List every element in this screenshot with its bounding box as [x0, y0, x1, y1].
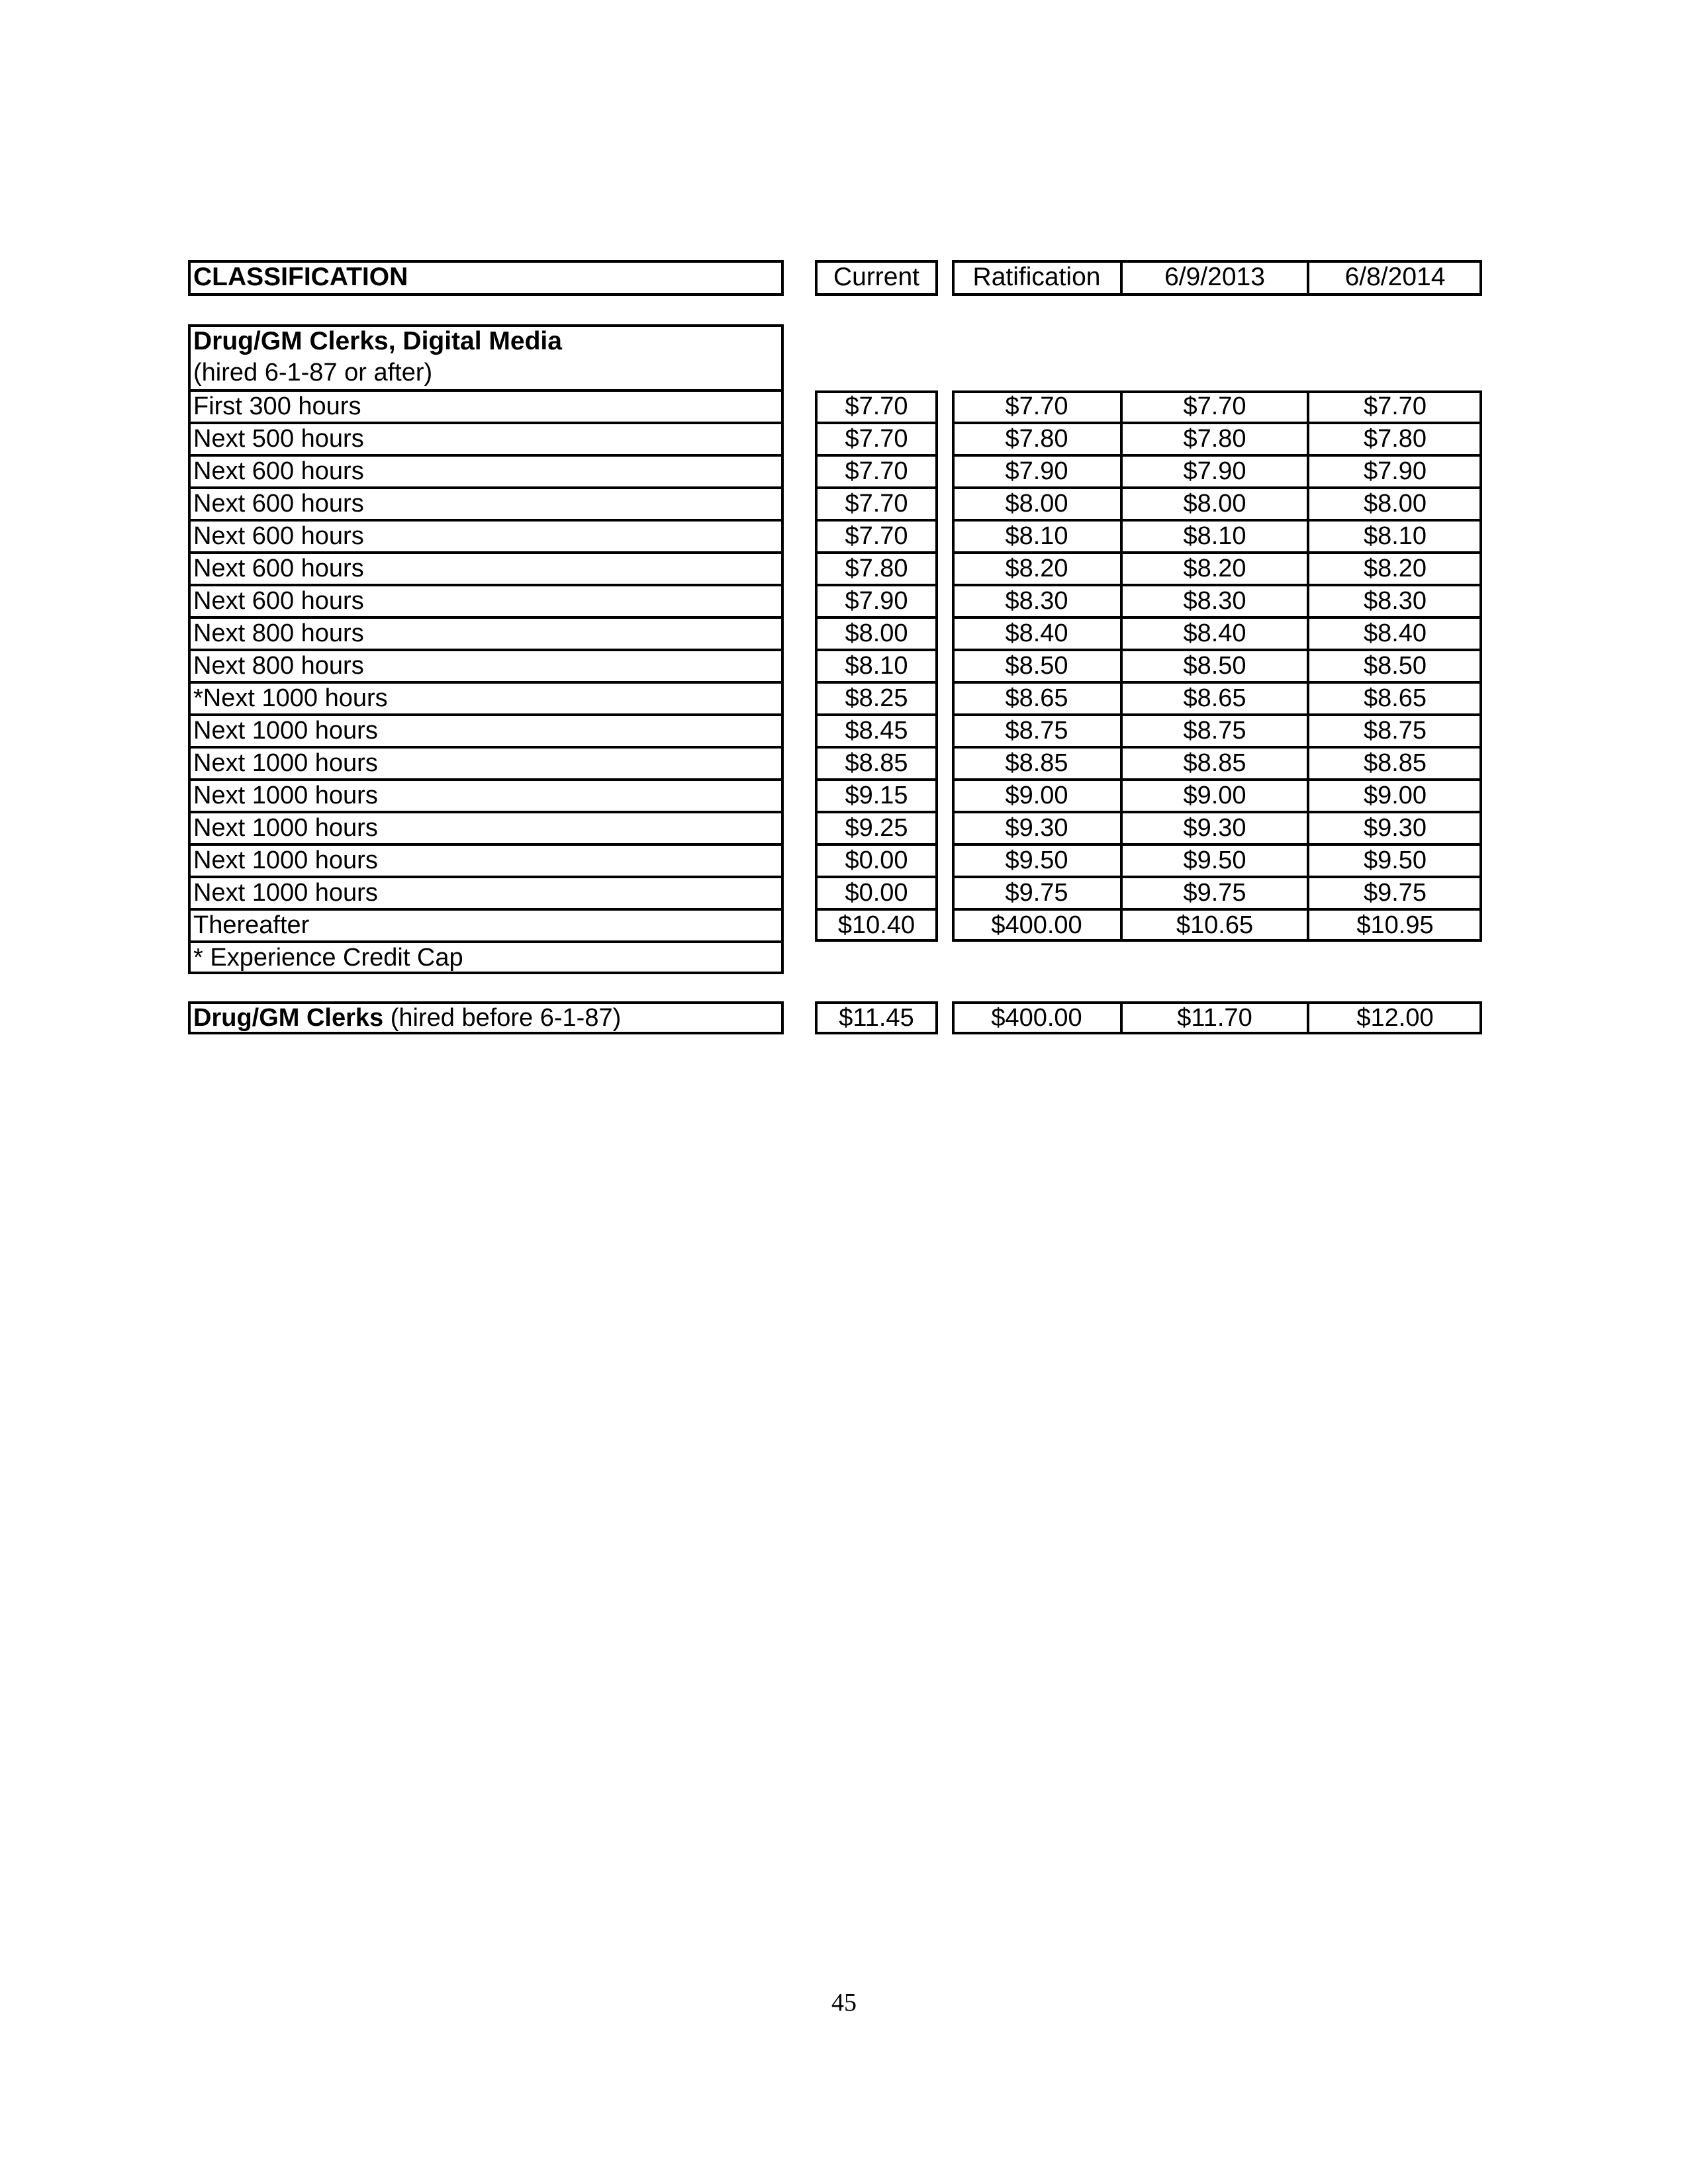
pre-1987-rate-2014: $12.00	[1356, 1004, 1434, 1032]
rate-2013: $8.20	[1183, 555, 1246, 582]
digital-media-subtitle: (hired 6-1-87 or after)	[193, 359, 433, 387]
hours-step-label: Next 600 hours	[193, 555, 364, 582]
rate-2014: $9.00	[1363, 782, 1427, 809]
pre-1987-subtitle: (hired before 6-1-87)	[383, 1004, 622, 1032]
ratification-header: Ratification	[972, 263, 1101, 291]
classification-header: CLASSIFICATION	[193, 263, 408, 291]
current-rate: $9.25	[845, 814, 908, 842]
hours-step-label: Next 1000 hours	[193, 814, 378, 842]
rate-2013: $8.10	[1183, 522, 1246, 550]
pre-1987-title: Drug/GM Clerks	[193, 1004, 384, 1032]
current-rate: $7.90	[845, 587, 908, 615]
hours-step-label: Next 800 hours	[193, 652, 364, 680]
hours-step-label: Next 600 hours	[193, 587, 364, 615]
ratification-rate: $8.65	[1005, 684, 1068, 712]
ratification-rate: $8.40	[1005, 619, 1068, 647]
rate-2014: $8.30	[1363, 587, 1427, 615]
experience-credit-footnote: * Experience Credit Cap	[193, 944, 463, 972]
rate-2014: $10.95	[1356, 911, 1434, 939]
ratification-rate: $8.30	[1005, 587, 1068, 615]
ratification-rate: $9.00	[1005, 782, 1068, 809]
rate-2014: $8.10	[1363, 522, 1427, 550]
current-rate: $0.00	[845, 846, 908, 874]
hours-step-label: Next 600 hours	[193, 457, 364, 485]
current-rate: $9.15	[845, 782, 908, 809]
ratification-rate: $7.80	[1005, 425, 1068, 453]
current-rate: $8.10	[845, 652, 908, 680]
hours-step-label: Next 1000 hours	[193, 749, 378, 777]
rate-2013: $8.65	[1183, 684, 1246, 712]
hours-step-label: Next 600 hours	[193, 522, 364, 550]
rate-2014: $7.90	[1363, 457, 1427, 485]
rate-2013: $8.30	[1183, 587, 1246, 615]
current-header: Current	[833, 263, 920, 291]
rate-2013: $7.90	[1183, 457, 1246, 485]
rate-2013: $9.50	[1183, 846, 1246, 874]
current-rate: $7.70	[845, 392, 908, 420]
current-rate: $8.00	[845, 619, 908, 647]
hours-step-label: Next 1000 hours	[193, 782, 378, 809]
ratification-rate: $9.75	[1005, 879, 1068, 907]
rate-2013: $9.00	[1183, 782, 1246, 809]
ratification-rate: $8.85	[1005, 749, 1068, 777]
digital-media-title: Drug/GM Clerks, Digital Media	[193, 327, 562, 355]
ratification-rate: $9.50	[1005, 846, 1068, 874]
date-2013-header: 6/9/2013	[1164, 263, 1265, 291]
current-rate: $7.80	[845, 555, 908, 582]
hours-step-label: Next 800 hours	[193, 619, 364, 647]
current-rate: $0.00	[845, 879, 908, 907]
hours-step-label: Next 1000 hours	[193, 879, 378, 907]
ratification-rate: $9.30	[1005, 814, 1068, 842]
page-number: 45	[831, 1989, 857, 2017]
current-rate: $8.25	[845, 684, 908, 712]
rate-2013: $8.00	[1183, 490, 1246, 518]
hours-step-label: Next 1000 hours	[193, 717, 378, 745]
hours-step-label: Thereafter	[193, 911, 310, 939]
rate-2013: $8.40	[1183, 619, 1246, 647]
hours-step-label: Next 500 hours	[193, 425, 364, 453]
ratification-rate: $8.20	[1005, 555, 1068, 582]
ratification-rate: $7.70	[1005, 392, 1068, 420]
rate-2014: $8.00	[1363, 490, 1427, 518]
current-rate: $8.45	[845, 717, 908, 745]
ratification-rate: $8.00	[1005, 490, 1068, 518]
ratification-rate: $8.50	[1005, 652, 1068, 680]
pre-1987-rate-2013: $11.70	[1177, 1004, 1252, 1032]
rate-2014: $8.85	[1363, 749, 1427, 777]
rate-2014: $8.50	[1363, 652, 1427, 680]
hours-step-label: First 300 hours	[193, 392, 361, 420]
rate-2014: $9.75	[1363, 879, 1427, 907]
rate-2013: $10.65	[1176, 911, 1254, 939]
rate-2013: $8.50	[1183, 652, 1246, 680]
rate-2013: $8.75	[1183, 717, 1246, 745]
current-rate: $7.70	[845, 490, 908, 518]
ratification-rate: $8.10	[1005, 522, 1068, 550]
hours-step-label: *Next 1000 hours	[193, 684, 388, 712]
pre-1987-ratification-rate: $400.00	[991, 1004, 1082, 1032]
rate-2013: $7.70	[1183, 392, 1246, 420]
current-rate: $7.70	[845, 457, 908, 485]
rate-2014: $8.20	[1363, 555, 1427, 582]
rate-2014: $7.80	[1363, 425, 1427, 453]
ratification-rate: $8.75	[1005, 717, 1068, 745]
current-rate: $7.70	[845, 425, 908, 453]
rate-2013: $8.85	[1183, 749, 1246, 777]
rate-2013: $9.30	[1183, 814, 1246, 842]
current-rate: $10.40	[837, 911, 915, 939]
rate-2014: $9.50	[1363, 846, 1427, 874]
pre-1987-label	[188, 1001, 784, 1034]
rate-2013: $7.80	[1183, 425, 1246, 453]
rate-2014: $8.75	[1363, 717, 1427, 745]
hours-step-label: Next 600 hours	[193, 490, 364, 518]
hours-step-label: Next 1000 hours	[193, 846, 378, 874]
rate-2014: $9.30	[1363, 814, 1427, 842]
rate-2013: $9.75	[1183, 879, 1246, 907]
ratification-rate: $7.90	[1005, 457, 1068, 485]
rate-2014: $7.70	[1363, 392, 1427, 420]
pre-1987-current-rate: $11.45	[839, 1004, 914, 1032]
rate-2014: $8.65	[1363, 684, 1427, 712]
current-rate: $7.70	[845, 522, 908, 550]
ratification-rate: $400.00	[991, 911, 1082, 939]
date-2014-header: 6/8/2014	[1344, 263, 1446, 291]
rate-2014: $8.40	[1363, 619, 1427, 647]
current-rate: $8.85	[845, 749, 908, 777]
